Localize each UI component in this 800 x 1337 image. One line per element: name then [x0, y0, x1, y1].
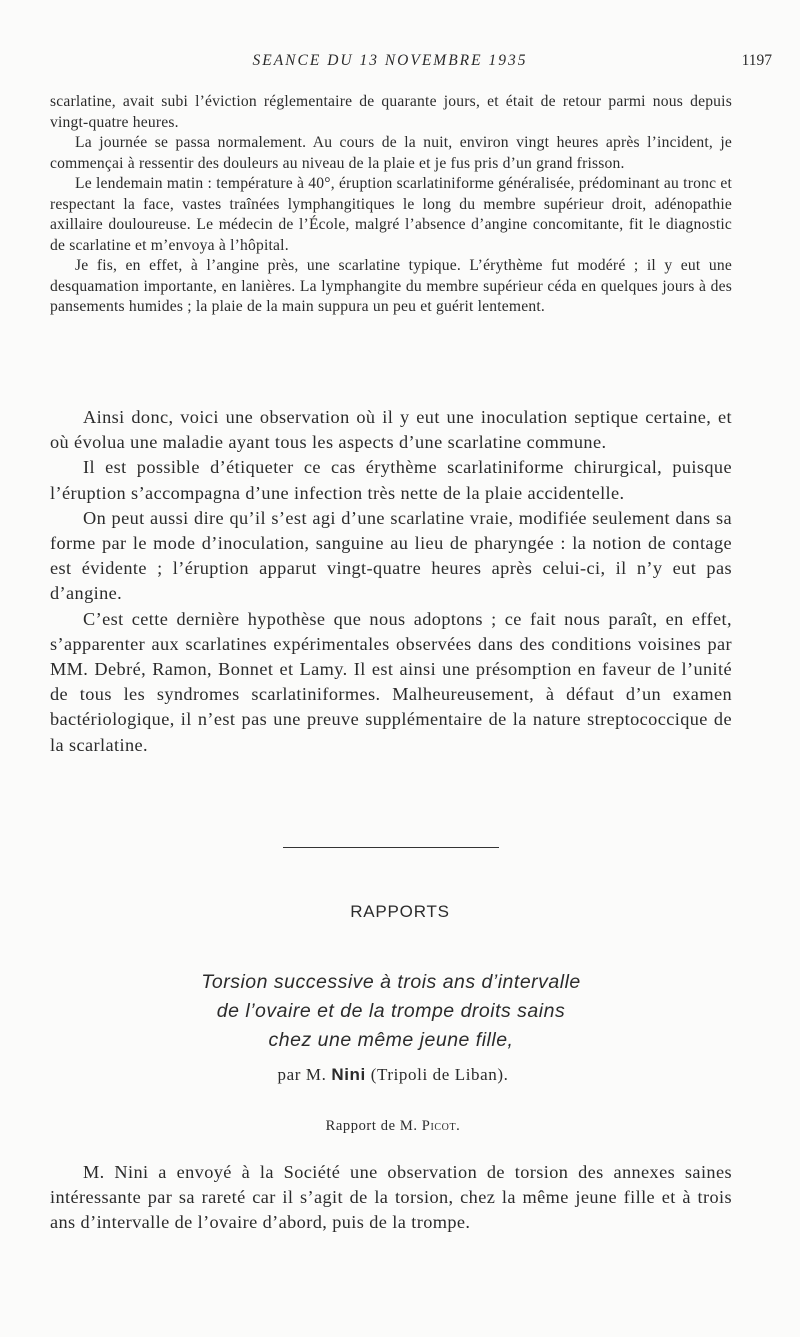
byline-author: Nini	[331, 1065, 366, 1084]
paragraph: Je fis, en effet, à l’angine près, une scarlatine typique. L’érythème fut modéré ; il y eut une desquamation importante, en lanières. La lymphangite du membre supérieur céda en quelques jours à des pansements humides ; la plaie de la main suppura un peu et guérit lentement.	[50, 257, 732, 315]
article-intro-text	[50, 1160, 732, 1236]
paragraph: C’est cette dernière hypothèse que nous adoptons ; ce fait nous paraît, en effet, s’apparenter aux scarlatines expérimentales observées dans des conditions voisines par MM. Debré, Ramon, Bonnet et Lamy. Il est ainsi une présomption en faveur de l’unité de tous les syndromes scarlatiniformes. Malheureusement, à défaut d’un examen bactériologique, il n’est pas une preuve supplémentaire de la nature streptococcique de la scarlatine.	[50, 608, 732, 755]
case-report-text	[50, 92, 732, 318]
paragraph: Il est possible d’étiqueter ce cas érythème scarlatiniforme chirurgical, puisque l’éruption s’accompagna d’une infection très nette de la plaie accidentelle.	[50, 457, 732, 503]
paragraph: Le lendemain matin : température à 40°, éruption scarlatiniforme généralisée, prédominant au tronc et respectant la face, vastes traînées lymphangitiques le long du membre supérieur droit, adénopathie axillaire douloureuse. Le médecin de l’École, malgré l’absence d’angine concomitante, fit le diagnostic de scarlatine et m’envoya à l’hôpital.	[50, 175, 732, 254]
paragraph: On peut aussi dire qu’il s’est agi d’une scarlatine vraie, modifiée seulement dans sa forme par le mode d’inoculation, sanguine au lieu de pharyngée : la notion de contage est évidente ; l’éruption apparut vingt-quatre heures après celui-ci, il n’y eut pas d’angine.	[50, 507, 732, 604]
paragraph: La journée se passa normalement. Au cours de la nuit, environ vingt heures après l’incident, je commençai à ressentir des douleurs au niveau de la plaie et je fus pris d’un grand frisson.	[50, 134, 732, 172]
discussion-text	[50, 405, 732, 758]
article-title-line: chez une même jeune fille,	[268, 1029, 514, 1051]
byline	[0, 1065, 786, 1085]
rapport-author: Picot.	[421, 1118, 461, 1134]
section-divider	[283, 847, 499, 848]
rapport-prefix: Rapport de M.	[325, 1118, 418, 1134]
paragraph: scarlatine, avait subi l’éviction réglementaire de quarante jours, et était de retour parmi nous depuis vingt-quatre heures.	[50, 93, 732, 131]
byline-affiliation: (Tripoli de Liban).	[370, 1065, 509, 1084]
paragraph: M. Nini a envoyé à la Société une observation de torsion des annexes saines intéressante par sa rareté car il s’agit de la torsion, chez la même jeune fille et à trois ans d’intervalle de l’ovaire d’abord, puis de la trompe.	[50, 1162, 732, 1233]
page-number: 1197	[741, 52, 772, 69]
rapporteur-line	[0, 1118, 786, 1135]
running-title: SEANCE DU 13 NOVEMBRE 1935	[252, 52, 528, 69]
byline-prefix: par M.	[277, 1065, 327, 1084]
paragraph: Ainsi donc, voici une observation où il y eut une inoculation septique certaine, et où évolua une maladie ayant tous les aspects d’une scarlatine commune.	[50, 407, 732, 453]
article-title	[0, 968, 782, 1055]
running-head	[50, 50, 772, 74]
article-title-line: de l’ovaire et de la trompe droits sains	[216, 1000, 566, 1022]
article-title-line: Torsion successive à trois ans d’intervalle	[201, 971, 581, 993]
section-heading: RAPPORTS	[350, 902, 450, 921]
